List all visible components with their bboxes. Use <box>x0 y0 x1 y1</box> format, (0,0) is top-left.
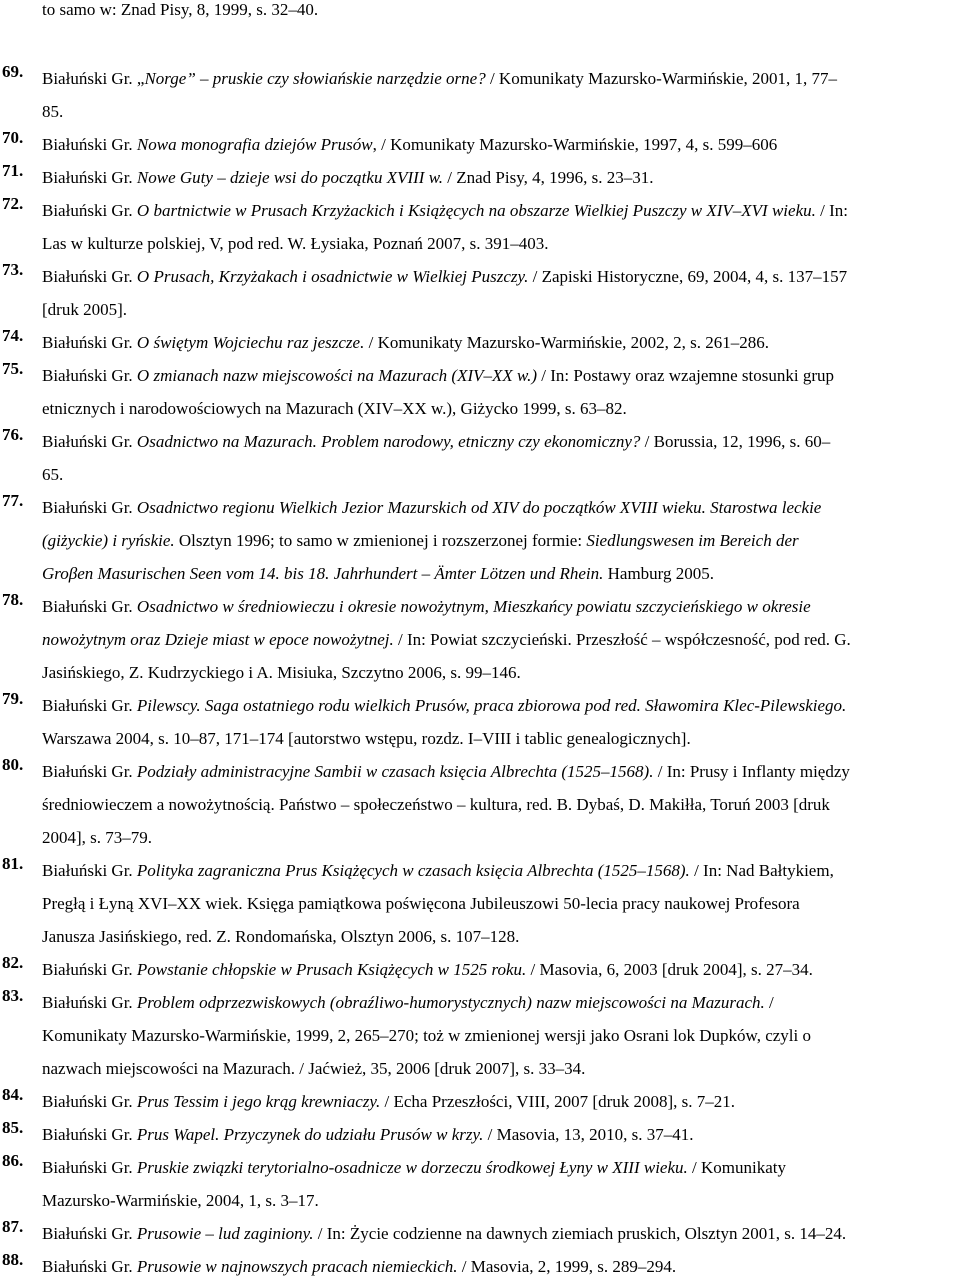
entry-number: 82. <box>2 953 24 972</box>
entry-text-segment: Komunikaty Mazursko-Warmińskie, 1999, 2, 265–270; toż w zmienionej wersji jako Osrani lok Dupków, czyli o <box>42 1026 812 1045</box>
entry-line <box>42 689 958 722</box>
entry-number: 71. <box>2 161 24 180</box>
entry-text-segment: Białuński Gr. <box>42 762 137 781</box>
entry-line <box>42 854 958 887</box>
entry-number: 75. <box>2 359 24 378</box>
entry-line <box>42 920 958 953</box>
entry-text <box>42 359 958 425</box>
entry-title-italic: Podziały administracyjne Sambii w czasach księcia Albrechta (1525–1568). <box>136 762 654 781</box>
entry-text <box>42 1151 958 1217</box>
entry-text-segment: / Borussia, 12, 1996, s. 60– <box>640 432 831 451</box>
entry-line <box>42 986 958 1019</box>
entry-title-italic: Nowe Guty – dzieje wsi do początku XVIII w. <box>136 168 444 187</box>
entry-number: 79. <box>2 689 24 708</box>
entry-text-segment: / Zapiski Historyczne, 69, 2004, 4, s. 137–157 <box>528 267 848 286</box>
entry-line <box>42 524 958 557</box>
entry-title-italic: Polityka zagraniczna Prus Książęcych w czasach księcia Albrechta (1525–1568). <box>136 861 690 880</box>
entry-line <box>42 557 958 590</box>
entry-text <box>42 1250 958 1283</box>
bibliography-entry <box>0 1217 960 1250</box>
bibliography-entry <box>0 1085 960 1118</box>
entry-number: 80. <box>2 755 24 774</box>
entry-text <box>42 953 958 986</box>
entry-text-segment: / Znad Pisy, 4, 1996, s. 23–31. <box>443 168 654 187</box>
entry-title-italic: Groβen Masurischen Seen vom 14. bis 18. Jahrhundert – Ämter Lötzen und Rhein. <box>42 564 604 583</box>
entry-text-segment: / Komunikaty <box>687 1158 786 1177</box>
entry-line <box>42 326 958 359</box>
entry-line <box>42 1184 958 1217</box>
entry-title-italic: Prusowie w najnowszych pracach niemieckich. <box>136 1257 458 1276</box>
bibliography-entry <box>0 62 960 128</box>
entry-text <box>42 128 958 161</box>
entry-text-segment: / Masovia, 2, 1999, s. 289–294. <box>457 1257 677 1276</box>
bibliography-entry <box>0 1118 960 1151</box>
entry-line <box>42 1019 958 1052</box>
entry-text <box>42 326 958 359</box>
entry-title-italic: Prus Tessim i jego krąg krewniaczy. <box>136 1092 381 1111</box>
entry-text-segment: średniowieczem a nowożytnością. Państwo – społeczeństwo – kultura, red. B. Dybaś, D. Makiłła, Toruń 2003 [druk <box>42 795 830 814</box>
entry-line <box>42 491 958 524</box>
entry-text-segment: Białuński Gr. <box>42 1092 137 1111</box>
entry-line <box>42 722 958 755</box>
entry-text <box>42 194 958 260</box>
entry-title-italic: nowożytnym oraz Dzieje miast w epoce nowożytnej. <box>42 630 394 649</box>
bibliography-entry <box>0 986 960 1085</box>
entry-text <box>42 1217 958 1250</box>
entry-text-segment: / In: Prusy i Inflanty między <box>653 762 850 781</box>
bibliography-entry <box>0 260 960 326</box>
entry-title-italic: O świętym Wojciechu raz jeszcze. <box>136 333 365 352</box>
entry-text-segment: nazwach miejscowości na Mazurach. / Jaćwież, 35, 2006 [druk 2007], s. 33–34. <box>42 1059 586 1078</box>
entry-text <box>42 425 958 491</box>
continued-entry-line: to samo w: Znad Pisy, 8, 1999, s. 32–40. <box>42 0 319 19</box>
entry-text-segment: Białuński Gr. <box>42 696 137 715</box>
entry-text <box>42 1118 958 1151</box>
entry-text-segment: Białuński Gr. <box>42 333 137 352</box>
entry-line <box>42 887 958 920</box>
entry-text-segment: Białuński Gr. <box>42 168 137 187</box>
entry-text-segment: 65. <box>42 465 64 484</box>
entry-text <box>42 986 958 1085</box>
entry-line <box>42 788 958 821</box>
entry-line <box>42 425 958 458</box>
entry-title-italic: Prus Wapel. Przyczynek do udziału Prusów w krzy. <box>136 1125 484 1144</box>
entry-title-italic: O bartnictwie w Prusach Krzyżackich i Książęcych na obszarze Wielkiej Puszczy w XIV–XVI wieku. <box>136 201 816 220</box>
entry-number: 88. <box>2 1250 24 1269</box>
entry-text-segment: etnicznych i narodowościowych na Mazurach (XIV–XX w.), Giżycko 1999, s. 63–82. <box>42 399 627 418</box>
entry-text <box>42 491 958 590</box>
entry-text-segment: / Echa Przeszłości, VIII, 2007 [druk 2008], s. 7–21. <box>380 1092 736 1111</box>
entry-text-segment: Białuński Gr. <box>42 201 137 220</box>
entry-title-italic: O Prusach, Krzyżakach i osadnictwie w Wielkiej Puszczy. <box>136 267 529 286</box>
entry-line <box>42 359 958 392</box>
entry-line <box>42 62 958 95</box>
entry-text-segment: Białuński Gr. <box>42 267 137 286</box>
entry-line <box>42 392 958 425</box>
entry-text-segment: Hamburg 2005. <box>603 564 715 583</box>
entry-title-italic: Nowa monografia dziejów Prusów <box>136 135 373 154</box>
bibliography-entry <box>0 1250 960 1283</box>
entry-title-italic: Osadnictwo regionu Wielkich Jezior Mazurskich od XIV do początków XVIII wieku. Starostwa leckie <box>136 498 822 517</box>
entry-title-italic: O zmianach nazw miejscowości na Mazurach (XIV–XX w.) <box>136 366 538 385</box>
entry-line <box>42 821 958 854</box>
entry-text-segment: 85. <box>42 102 64 121</box>
entry-text-segment: [druk 2005]. <box>42 300 127 319</box>
entry-number: 86. <box>2 1151 24 1170</box>
entry-text-segment: Białuński Gr. <box>42 135 137 154</box>
entry-text <box>42 62 958 128</box>
entry-text-segment: , / Komunikaty Mazursko-Warmińskie, 1997, 4, s. 599–606 <box>372 135 778 154</box>
bibliography-entry <box>0 953 960 986</box>
entry-text-segment: / In: Postawy oraz wzajemne stosunki grup <box>537 366 834 385</box>
entry-text <box>42 260 958 326</box>
entry-text <box>42 689 958 755</box>
entry-text-segment: Białuński Gr. „ <box>42 69 145 88</box>
entry-text-segment: Białuński Gr. <box>42 861 137 880</box>
entry-text-segment: / Komunikaty Mazursko-Warmińskie, 2002, 2, s. 261–286. <box>364 333 770 352</box>
entry-line <box>42 1250 958 1283</box>
entry-text-segment: 2004], s. 73–79. <box>42 828 153 847</box>
entry-text-segment: / Komunikaty Mazursko-Warmińskie, 2001, 1, 77– <box>485 69 838 88</box>
entry-line <box>42 95 958 128</box>
entry-text <box>42 854 958 953</box>
entry-text-segment: / In: <box>815 201 848 220</box>
entry-text <box>42 161 958 194</box>
entry-text <box>42 755 958 854</box>
entry-text-segment: Białuński Gr. <box>42 498 137 517</box>
entry-number: 73. <box>2 260 24 279</box>
entry-number: 69. <box>2 62 24 81</box>
entry-title-italic: Pruskie związki terytorialno-osadnicze w dorzeczu środkowej Łyny w XIII wieku. <box>136 1158 688 1177</box>
entry-line <box>42 953 958 986</box>
entry-text-segment: Białuński Gr. <box>42 960 137 979</box>
entry-text-segment: / Masovia, 13, 2010, s. 37–41. <box>483 1125 694 1144</box>
entry-title-italic: (giżyckie) i ryńskie. <box>42 531 175 550</box>
entry-number: 85. <box>2 1118 24 1137</box>
entry-line <box>42 623 958 656</box>
entry-text-segment: Białuński Gr. <box>42 432 137 451</box>
entry-text-segment: Białuński Gr. <box>42 366 137 385</box>
entry-number: 81. <box>2 854 24 873</box>
entry-line <box>42 1151 958 1184</box>
entry-text-segment: Olsztyn 1996; to samo w zmienionej i rozszerzonej formie: <box>174 531 587 550</box>
entry-number: 72. <box>2 194 24 213</box>
entry-line <box>42 1118 958 1151</box>
entry-line <box>42 1217 958 1250</box>
entry-text-segment: Jasińskiego, Z. Kudrzyckiego i A. Misiuka, Szczytno 2006, s. 99–146. <box>42 663 521 682</box>
bibliography-entry <box>0 854 960 953</box>
entry-text-segment: Las w kulturze polskiej, V, pod red. W. Łysiaka, Poznań 2007, s. 391–403. <box>42 234 549 253</box>
bibliography-entry <box>0 194 960 260</box>
entry-text-segment: Białuński Gr. <box>42 1125 137 1144</box>
bibliography-entry <box>0 491 960 590</box>
entry-title-italic: Prusowie – lud zaginiony. <box>136 1224 314 1243</box>
entry-line <box>42 161 958 194</box>
entry-line <box>42 755 958 788</box>
entry-number: 78. <box>2 590 24 609</box>
entry-number: 77. <box>2 491 24 510</box>
entry-text-segment: / Masovia, 6, 2003 [druk 2004], s. 27–34. <box>526 960 813 979</box>
entry-number: 87. <box>2 1217 24 1236</box>
bibliography-entry <box>0 755 960 854</box>
bibliography-entry <box>0 161 960 194</box>
entry-text-segment: Warszawa 2004, s. 10–87, 171–174 [autorstwo wstępu, rozdz. I–VIII i tablic genealogicznych]. <box>42 729 691 748</box>
entry-number: 74. <box>2 326 24 345</box>
entry-line <box>42 260 958 293</box>
bibliography-entry <box>0 590 960 689</box>
bibliography-entry <box>0 128 960 161</box>
bibliography-entry <box>0 1151 960 1217</box>
entry-title-italic: Osadnictwo na Mazurach. Problem narodowy, etniczny czy ekonomiczny? <box>136 432 641 451</box>
bibliography-entry <box>0 359 960 425</box>
entry-title-italic: Powstanie chłopskie w Prusach Książęcych w 1525 roku. <box>136 960 527 979</box>
entry-text <box>42 590 958 689</box>
entry-text-segment: / In: Życie codzienne na dawnych ziemiach pruskich, Olsztyn 2001, s. 14–24. <box>313 1224 847 1243</box>
entry-title-italic: Problem odprzezwiskowych (obraźliwo-humorystycznych) nazw miejscowości na Mazurach. <box>136 993 765 1012</box>
bibliography-entry <box>0 689 960 755</box>
entry-text-segment: / In: Powiat szczycieński. Przeszłość – współczesność, pod red. G. <box>393 630 851 649</box>
entry-text-segment: Białuński Gr. <box>42 597 137 616</box>
entry-text-segment: Białuński Gr. <box>42 1158 137 1177</box>
entry-title-italic: Osadnictwo w średniowieczu i okresie nowożytnym, Mieszkańcy powiatu szczycieńskiego w okresie <box>136 597 811 616</box>
entry-title-italic: Siedlungswesen im Bereich der <box>586 531 799 550</box>
entry-number: 70. <box>2 128 24 147</box>
entry-line <box>42 458 958 491</box>
entry-text-segment: / In: Nad Bałtykiem, <box>689 861 834 880</box>
entry-number: 83. <box>2 986 24 1005</box>
entry-text-segment: Białuński Gr. <box>42 1224 137 1243</box>
entry-line <box>42 128 958 161</box>
entry-line <box>42 1085 958 1118</box>
entry-line <box>42 1052 958 1085</box>
entry-title-italic: Norge” – pruskie czy słowiańskie narzędzie orne? <box>144 69 486 88</box>
entry-number: 84. <box>2 1085 24 1104</box>
entry-title-italic: Pilewscy. Saga ostatniego rodu wielkich Prusów, praca zbiorowa pod red. Sławomira Klec-Pilewskiego. <box>136 696 847 715</box>
entry-line <box>42 590 958 623</box>
entry-text-segment: Mazursko-Warmińskie, 2004, 1, s. 3–17. <box>42 1191 319 1210</box>
entry-line <box>42 656 958 689</box>
entry-number: 76. <box>2 425 24 444</box>
entry-text-segment: Pregłą i Łyną XVI–XX wiek. Księga pamiątkowa poświęcona Jubileuszowi 50-lecia pracy naukowej Profesora <box>42 894 800 913</box>
entry-text-segment: Białuński Gr. <box>42 1257 137 1276</box>
entry-text-segment: Białuński Gr. <box>42 993 137 1012</box>
bibliography-entry <box>0 326 960 359</box>
entry-text-segment: Janusza Jasińskiego, red. Z. Rondomańska, Olsztyn 2006, s. 107–128. <box>42 927 520 946</box>
entry-text-segment: / <box>764 993 774 1012</box>
entry-line <box>42 194 958 227</box>
entry-line <box>42 293 958 326</box>
entry-text <box>42 1085 958 1118</box>
bibliography-entry <box>0 425 960 491</box>
entry-line <box>42 227 958 260</box>
